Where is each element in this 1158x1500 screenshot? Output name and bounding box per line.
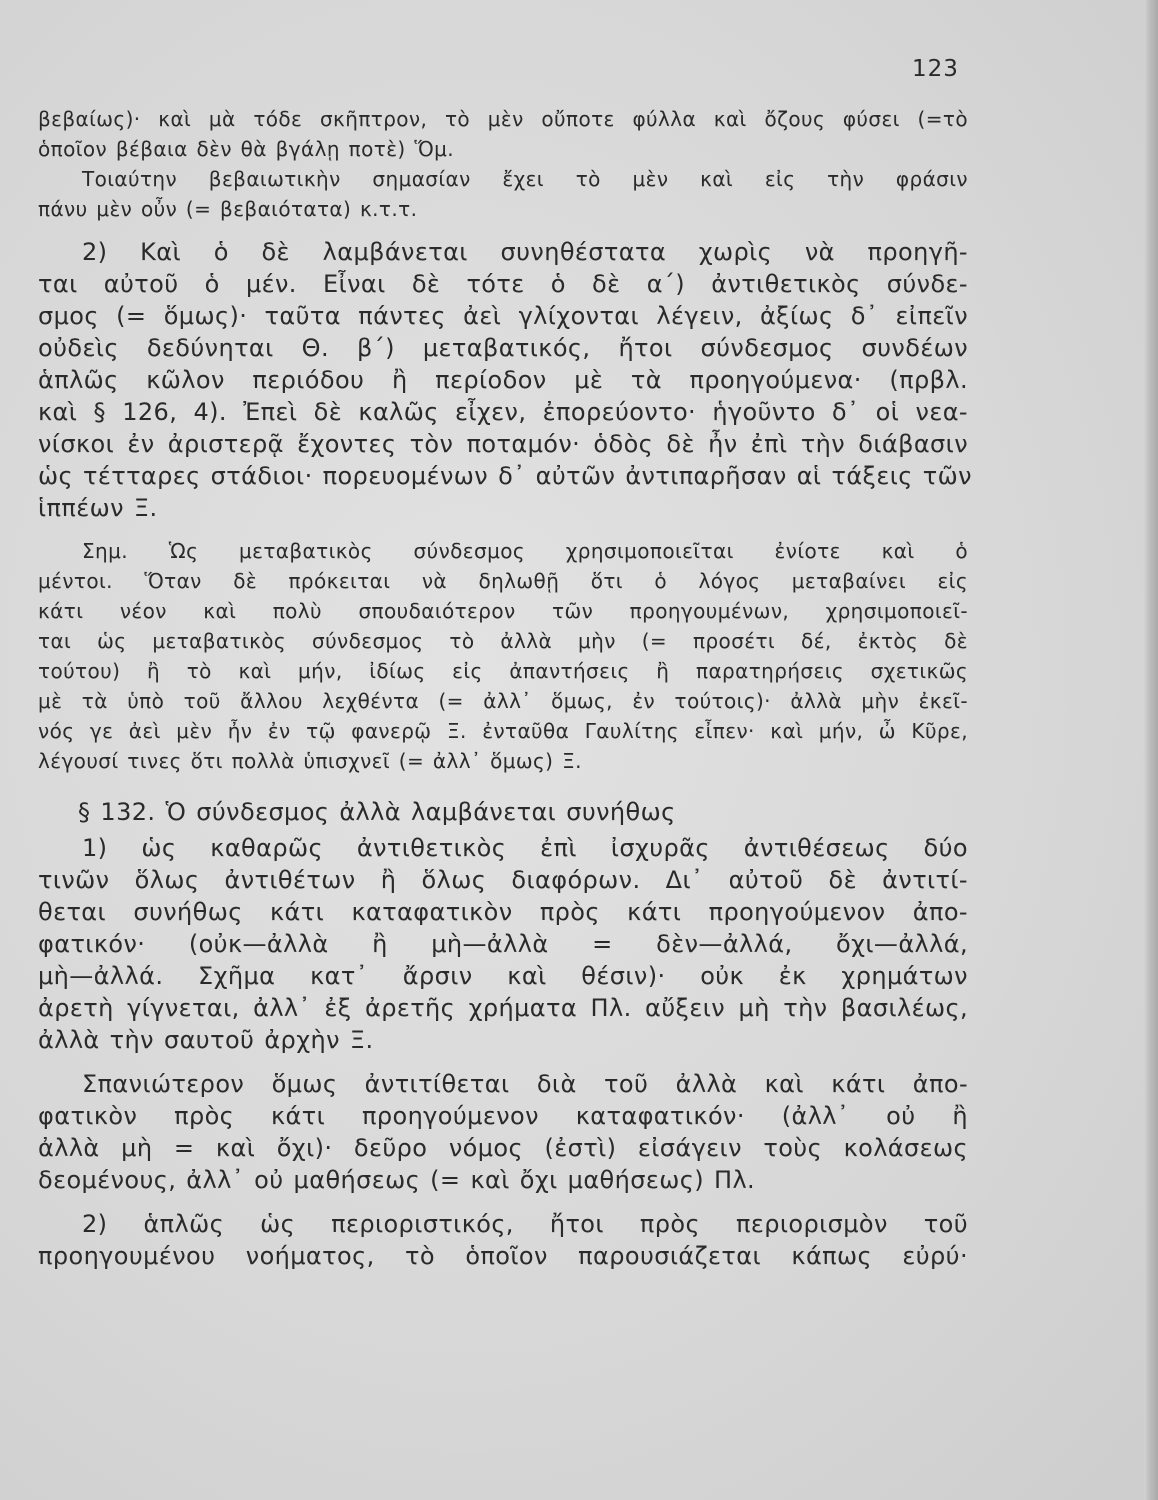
note-line: μὲ τὰ ὑπὸ τοῦ ἄλλου λεχθέντα (= ἀλλ᾿ ὅμως, ἐν τούτοις)· ἀλλὰ μὴν ἐκεῖ- <box>38 689 968 713</box>
spacer <box>38 524 968 536</box>
text-line: θεται συνήθως κάτι καταφατικὸν πρὸς κάτι προηγούμενον ἀπο- <box>38 898 968 926</box>
text-line: φατικὸν πρὸς κάτι προηγούμενον καταφατικόν· (ἀλλ᾿ οὐ ἢ <box>38 1102 968 1130</box>
text-line: οὐδεὶς δεδύνηται Θ. β΄) μεταβατικός, ἤτοι σύνδεσμος συνδέων <box>38 334 968 362</box>
spacer <box>38 1056 968 1068</box>
page-edge <box>1144 0 1158 1500</box>
note-line: λέγουσί τινες ὅτι πολλὰ ὑπισχνεῖ (= ἀλλ᾿ ὅμως) Ξ. <box>38 749 582 773</box>
text-line: ἀλλὰ μὴ = καὶ ὄχι)· δεῦρο νόμος (ἐστὶ) εἰσάγειν τοὺς κολάσεως <box>38 1134 968 1162</box>
text-line: βεβαίως)· καὶ μὰ τόδε σκῆπτρον, τὸ μὲν οὔποτε φύλλα καὶ ὄζους φύσει (=τὸ <box>38 107 968 131</box>
text-line: σμος (= ὅμως)· ταῦτα πάντες ἀεὶ γλίχονται λέγειν, ἀξίως δ᾿ εἰπεῖν <box>38 302 968 330</box>
note-line: μέντοι. Ὅταν δὲ πρόκειται νὰ δηλωθῇ ὅτι ὁ λόγος μεταβαίνει εἰς <box>38 569 968 593</box>
text-line: ἀρετὴ γίγνεται, ἀλλ᾿ ἐξ ἀρετῆς χρήματα Πλ. αὔξειν μὴ τὴν βασιλέως, <box>38 994 968 1022</box>
text-line: πάνυ μὲν οὖν (= βεβαιότατα) κ.τ.τ. <box>38 197 418 221</box>
text-line: μὴ—ἀλλά. Σχῆμα κατ᾿ ἄρσιν καὶ θέσιν)· οὐκ ἐκ χρημάτων <box>38 962 968 990</box>
text-line: Τοιαύτην βεβαιωτικὴν σημασίαν ἔχει τὸ μὲν καὶ εἰς τὴν φράσιν <box>82 167 968 191</box>
text-line: ὡς τέτταρες στάδιοι· πορευομένων δ᾿ αὐτῶν ἀντιπαρῆσαν αἱ τάξεις τῶν <box>38 462 972 490</box>
text-line: ται αὐτοῦ ὁ μέν. Εἶναι δὲ τότε ὁ δὲ α΄) ἀντιθετικὸς σύνδε- <box>38 270 968 298</box>
text-line: ἱππέων Ξ. <box>38 494 158 522</box>
note-line: τούτου) ἢ τὸ καὶ μήν, ἰδίως εἰς ἀπαντήσεις ἢ παρατηρήσεις σχετικῶς <box>38 659 968 683</box>
note-line: ται ὡς μεταβατικὸς σύνδεσμος τὸ ἀλλὰ μὴν (= προσέτι δέ, ἐκτὸς δὲ <box>38 629 968 653</box>
note-line: κάτι νέον καὶ πολὺ σπουδαιότερον τῶν προηγουμένων, χρησιμοποιεῖ- <box>38 599 968 623</box>
note-line: νός γε ἀεὶ μὲν ἦν ἐν τῷ φανερῷ Ξ. ἐνταῦθα Γαυλίτης εἶπεν· καὶ μήν, ὦ Κῦρε, <box>38 719 968 743</box>
text-line: 2) Καὶ ὁ δὲ λαμβάνεται συνηθέστατα χωρὶς νὰ προηγῆ- <box>82 238 968 266</box>
text-line: νίσκοι ἐν ἀριστερᾷ ἔχοντες τὸν ποταμόν· ὁδὸς δὲ ἦν ἐπὶ τὴν διάβασιν <box>38 430 968 458</box>
text-line: προηγουμένου νοήματος, τὸ ὁποῖον παρουσιάζεται κάπως εὐρύ· <box>38 1242 968 1270</box>
text-line: τινῶν ὅλως ἀντιθέτων ἢ ὅλως διαφόρων. Δι᾿ αὐτοῦ δὲ ἀντιτί- <box>38 866 968 894</box>
section-heading: § 132. Ὁ σύνδεσμος ἀλλὰ λαμβάνεται συνήθως <box>78 798 676 826</box>
spacer <box>38 776 968 796</box>
page-number: 123 <box>912 56 959 82</box>
text-line: 2) ἁπλῶς ὡς περιοριστικός, ἤτοι πρὸς περιορισμὸν τοῦ <box>82 1210 968 1238</box>
text-line: φατικόν· (οὐκ—ἀλλὰ ἢ μὴ—ἀλλὰ = δὲν—ἀλλά, ὄχι—ἀλλά, <box>38 930 968 958</box>
text-line: ὁποῖον βέβαια δὲν θὰ βγάλῃ ποτὲ) Ὅμ. <box>38 137 455 161</box>
spacer <box>38 224 968 236</box>
text-line: 1) ὡς καθαρῶς ἀντιθετικὸς ἐπὶ ἰσχυρᾶς ἀντιθέσεως δύο <box>82 834 968 862</box>
text-line: ἁπλῶς κῶλον περιόδου ἢ περίοδον μὲ τὰ προηγούμενα· (πρβλ. <box>38 366 968 394</box>
note-line: Σημ. Ὡς μεταβατικὸς σύνδεσμος χρησιμοποιεῖται ἐνίοτε καὶ ὁ <box>82 539 968 563</box>
spacer <box>38 1196 968 1208</box>
text-line: δεομένους, ἀλλ᾿ οὐ μαθήσεως (= καὶ ὄχι μαθήσεως) Πλ. <box>38 1166 756 1194</box>
text-line: ἀλλὰ τὴν σαυτοῦ ἀρχὴν Ξ. <box>38 1026 374 1054</box>
text-line: Σπανιώτερον ὅμως ἀντιτίθεται διὰ τοῦ ἀλλὰ καὶ κάτι ἀπο- <box>82 1070 968 1098</box>
text-line: καὶ § 126, 4). Ἐπεὶ δὲ καλῶς εἶχεν, ἐπορεύοντο· ἡγοῦντο δ᾿ οἱ νεα- <box>38 398 968 426</box>
page-body <box>38 104 972 1272</box>
